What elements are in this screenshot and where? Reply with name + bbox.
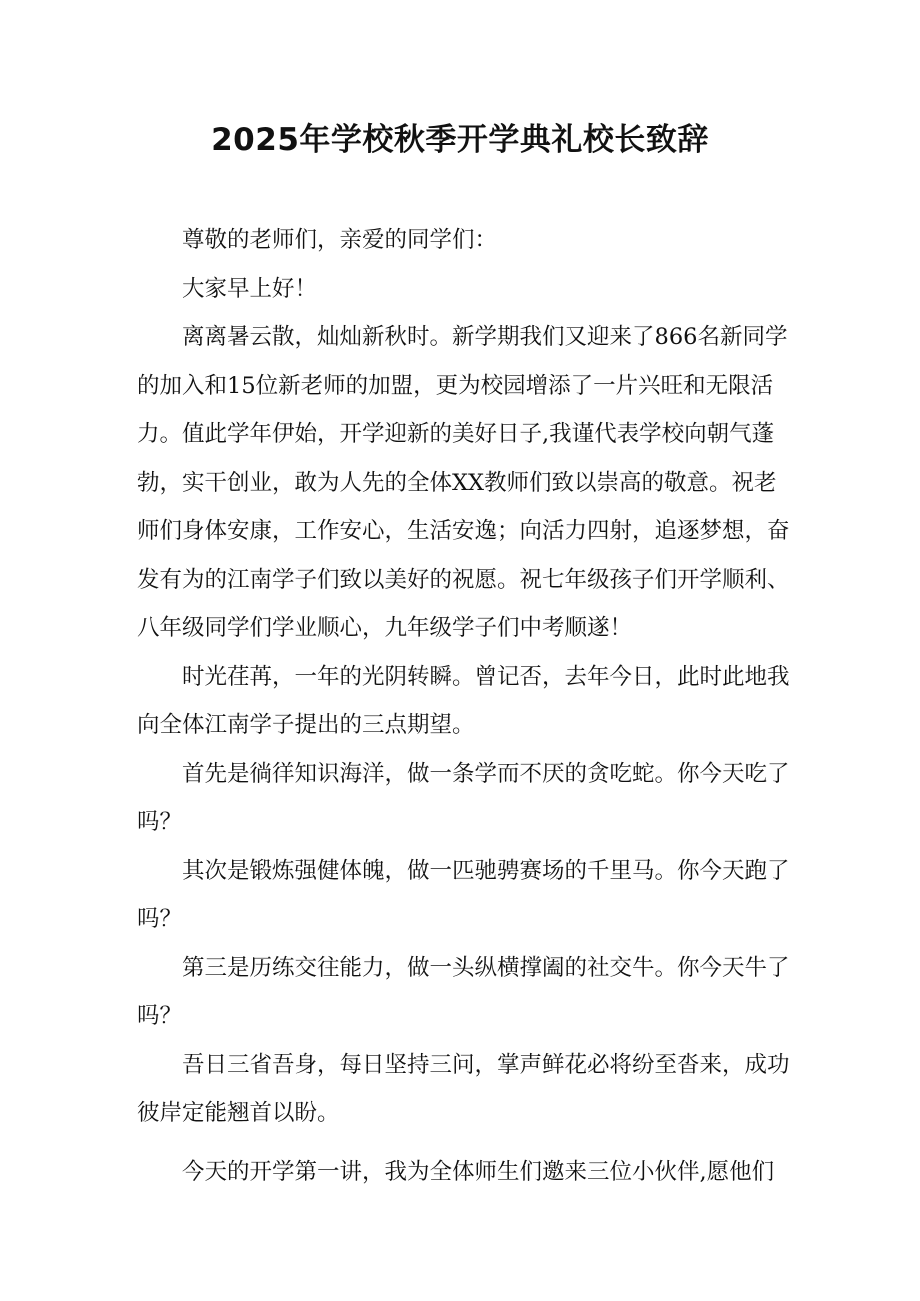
welcome-paragraph: 离离暑云散，灿灿新秋时。新学期我们又迎来了866名新同学的加入和15位新老师的加盟，更为校园增添了一片兴旺和无限活力。值此学年伊始，开学迎新的美好日子,我谨代表学校向朝气蓬勃，实干创业，敢为人先的全体XX教师们致以崇高的敬意。祝老师们身体安康，工作安心，生活安逸；向活力四射，追逐梦想，奋发有为的江南学子们致以美好的祝愿。祝七年级孩子们开学顺利、八年级同学们学业顺心，九年级学子们中考顺遂！ — [137, 324, 790, 641]
summary-paragraph: 吾日三省吾身，每日坚持三问，掌声鲜花必将纷至沓来，成功彼岸定能翘首以盼。 — [137, 1051, 790, 1126]
closing-paragraph: 今天的开学第一讲，我为全体师生们邀来三位小伙伴,愿他们 — [182, 1158, 775, 1185]
salutation-paragraph: 大家早上好！ — [182, 275, 318, 302]
second-expectation-paragraph: 其次是锻炼强健体魄，做一匹驰骋赛场的千里马。你今天跑了吗？ — [137, 857, 790, 932]
document-body — [137, 216, 797, 1196]
first-expectation-paragraph: 首先是徜徉知识海洋，做一条学而不厌的贪吃蛇。你今天吃了吗？ — [137, 760, 790, 835]
document-title: 2025年学校秋季开学典礼校长致辞 — [211, 122, 709, 158]
greeting-paragraph: 尊敬的老师们，亲爱的同学们： — [182, 227, 498, 253]
reflection-paragraph: 时光荏苒，一年的光阴转瞬。曾记否，去年今日，此时此地我向全体江南学子提出的三点期望。 — [137, 663, 790, 738]
third-expectation-paragraph: 第三是历练交往能力，做一头纵横撑阖的社交牛。你今天牛了吗？ — [137, 954, 790, 1029]
